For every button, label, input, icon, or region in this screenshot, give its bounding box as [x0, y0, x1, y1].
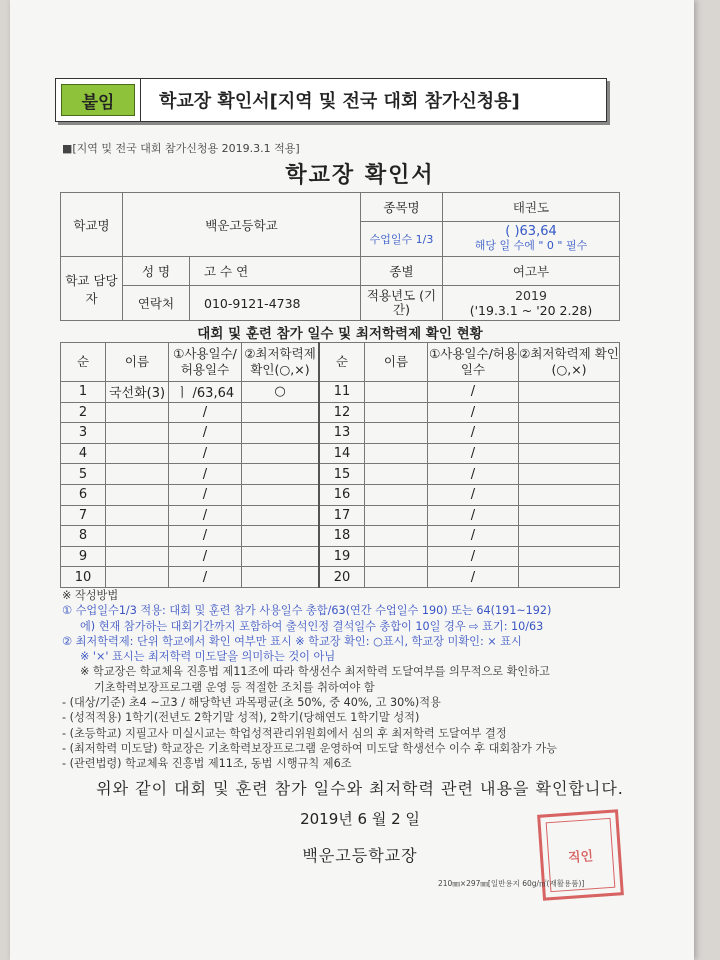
- school-label: 학교명: [61, 193, 123, 257]
- cell-l-check: [242, 484, 320, 505]
- cell-r-name: [365, 423, 428, 444]
- cell-r-check: [519, 464, 620, 485]
- document-title: 학교장 확인서: [285, 163, 435, 188]
- cell-r-days: /: [428, 423, 519, 444]
- cell-l-no: 7: [61, 505, 106, 526]
- contact-value: 010-9121-4738: [190, 286, 361, 321]
- cell-r-days: /: [428, 464, 519, 485]
- cell-l-no: 9: [61, 546, 106, 567]
- cell-l-name: [106, 526, 169, 547]
- cell-r-no: 20: [319, 567, 365, 588]
- table-row: [61, 546, 620, 567]
- cell-l-days: /: [169, 505, 242, 526]
- col-days: ①사용일수/허용일수: [169, 343, 242, 382]
- cell-r-name: [365, 505, 428, 526]
- cell-r-days: /: [428, 526, 519, 547]
- cell-l-name: [106, 464, 169, 485]
- cell-l-check: [242, 505, 320, 526]
- event-value: 태권도: [443, 193, 620, 222]
- cell-r-check: [519, 526, 620, 547]
- cell-r-name: [365, 484, 428, 505]
- event-label: 종목명: [361, 193, 443, 222]
- table-row: [61, 443, 620, 464]
- cell-l-days: /: [169, 526, 242, 547]
- cell-l-no: 6: [61, 484, 106, 505]
- days-label: 수업일수 1/3: [361, 222, 443, 257]
- contact-label: 연락처: [123, 286, 190, 321]
- cell-r-name: [365, 382, 428, 403]
- note-1a: ① 수업일수1/3 적용: 대회 및 훈련 참가 사용일수 총합/63(연간 수업일수 190) 또는 64(191~192): [62, 604, 552, 618]
- cell-l-no: 1: [61, 382, 106, 403]
- col-name-2: 이름: [365, 343, 428, 382]
- cell-l-days: /: [169, 443, 242, 464]
- category-label: 종별: [361, 257, 443, 286]
- cell-r-no: 15: [319, 464, 365, 485]
- section-title: 대회 및 훈련 참가 일수 및 최저학력제 확인 현황: [197, 326, 483, 342]
- cell-l-days: /: [169, 546, 242, 567]
- principal-name: 백운고등학교장: [302, 846, 418, 865]
- cell-r-days: /: [428, 443, 519, 464]
- note-7: - (초등학교) 지필고사 미실시교는 학업성적관리위원회에서 심의 후 최저학력 도달여부 결정: [62, 726, 507, 740]
- confirmation-text: 위와 같이 대회 및 훈련 참가 일수와 최저학력 관련 내용을 확인합니다.: [96, 779, 624, 798]
- note-4b: 기초학력보장프로그램 운영 등 적절한 조치를 취하여야 함: [94, 680, 375, 694]
- cell-r-check: [519, 443, 620, 464]
- cell-r-check: [519, 567, 620, 588]
- note-2: ② 최저학력제: 단위 학교에서 확인 여부만 표시 ※ 학교장 확인: ○표시, 학교장 미확인: × 표시: [62, 634, 522, 648]
- cell-r-days: /: [428, 505, 519, 526]
- applicability-note: ■[지역 및 전국 대회 참가신청용 2019.3.1 적용]: [62, 142, 300, 155]
- col-no-2: 순: [319, 343, 365, 382]
- cell-r-no: 19: [319, 546, 365, 567]
- cell-r-check: [519, 423, 620, 444]
- table-row: [61, 402, 620, 423]
- cell-l-days: ㅣ /63,64: [169, 382, 242, 403]
- year-label: 적용년도 (기간): [361, 286, 443, 321]
- paper-spec: 210㎜×297㎜[일반용지 60g/㎡(재활용품)]: [438, 879, 585, 888]
- table-row: [61, 382, 620, 403]
- note-6: - (성적적용) 1학기(전년도 2학기말 성적), 2학기(당해연도 1학기말 성적): [62, 711, 420, 725]
- cell-r-name: [365, 443, 428, 464]
- attachment-badge: 붙임: [61, 84, 135, 116]
- cell-r-name: [365, 546, 428, 567]
- table-row: [61, 567, 620, 588]
- col-check-2: ②최저학력제 확인(○,×): [519, 343, 620, 382]
- name-label: 성 명: [123, 257, 190, 286]
- cell-r-no: 11: [319, 382, 365, 403]
- manager-label: 학교 담당자: [61, 257, 123, 321]
- cell-l-no: 3: [61, 423, 106, 444]
- cell-l-no: 5: [61, 464, 106, 485]
- days-note: 해당 일 수에 " 0 " 필수: [474, 239, 588, 252]
- cell-l-no: 2: [61, 402, 106, 423]
- table-row: [61, 484, 620, 505]
- cell-l-days: /: [169, 464, 242, 485]
- cell-l-name: 국선화(3): [106, 382, 169, 403]
- cell-l-days: /: [169, 423, 242, 444]
- cell-r-days: /: [428, 382, 519, 403]
- table-row: [61, 505, 620, 526]
- cell-r-check: [519, 546, 620, 567]
- cell-l-name: [106, 443, 169, 464]
- year-period: ('19.3.1 ~ '20 2.28): [469, 303, 593, 318]
- cell-l-no: 10: [61, 567, 106, 588]
- cell-l-check: [242, 546, 320, 567]
- notes-heading: ※ 작성방법: [62, 589, 119, 602]
- note-1b: 에) 현재 참가하는 대회기간까지 포함하여 출석인정 결석일수 총합이 10일 경우 ⇨ 표기: 10/63: [80, 619, 544, 633]
- note-9: - (관련법령) 학교체육 진흥법 제11조, 동법 시행규칙 제6조: [62, 757, 352, 771]
- cell-l-name: [106, 505, 169, 526]
- cell-r-no: 18: [319, 526, 365, 547]
- cell-l-days: /: [169, 484, 242, 505]
- cell-r-check: [519, 505, 620, 526]
- table-row: [61, 423, 620, 444]
- category-value: 여고부: [443, 257, 620, 286]
- cell-r-name: [365, 464, 428, 485]
- confirmation-date: 2019년 6 월 2 일: [300, 810, 420, 828]
- days-value: ( )63,64: [505, 224, 557, 239]
- col-check: ②최저학력제 확인(○,×): [242, 343, 320, 382]
- note-3: ※ '×' 표시는 최저학력 미도달을 의미하는 것이 아님: [80, 650, 336, 664]
- note-4a: ※ 학교장은 학교체육 진흥법 제11조에 따라 학생선수 최저학력 도달여부를 의무적으로 확인하고: [80, 665, 550, 679]
- cell-l-days: /: [169, 567, 242, 588]
- cell-r-days: /: [428, 546, 519, 567]
- cell-l-check: ○: [242, 382, 320, 403]
- cell-l-no: 4: [61, 443, 106, 464]
- cell-l-days: /: [169, 402, 242, 423]
- table-row: [61, 464, 620, 485]
- table-row: [61, 526, 620, 547]
- col-no: 순: [61, 343, 106, 382]
- cell-r-name: [365, 526, 428, 547]
- cell-r-name: [365, 567, 428, 588]
- cell-r-check: [519, 484, 620, 505]
- cell-r-no: 12: [319, 402, 365, 423]
- cell-l-name: [106, 423, 169, 444]
- cell-l-no: 8: [61, 526, 106, 547]
- cell-r-no: 13: [319, 423, 365, 444]
- cell-r-days: /: [428, 484, 519, 505]
- cell-l-name: [106, 402, 169, 423]
- cell-l-check: [242, 443, 320, 464]
- cell-r-days: /: [428, 402, 519, 423]
- seal-text: 직인: [567, 848, 594, 866]
- cell-l-check: [242, 526, 320, 547]
- cell-l-name: [106, 484, 169, 505]
- school-value: 백운고등학교: [123, 193, 361, 257]
- cell-l-check: [242, 567, 320, 588]
- year-value: 2019: [515, 288, 547, 303]
- cell-l-name: [106, 546, 169, 567]
- header-title: 학교장 확인서[지역 및 전국 대회 참가신청용]: [140, 79, 606, 121]
- col-days-2: ①사용일수/허용일수: [428, 343, 519, 382]
- col-name: 이름: [106, 343, 169, 382]
- cell-l-check: [242, 423, 320, 444]
- cell-l-name: [106, 567, 169, 588]
- participation-table: [60, 342, 620, 588]
- cell-r-no: 14: [319, 443, 365, 464]
- school-info-table: [60, 192, 620, 321]
- cell-l-check: [242, 464, 320, 485]
- cell-r-check: [519, 402, 620, 423]
- cell-r-no: 16: [319, 484, 365, 505]
- document-header: [55, 78, 607, 122]
- name-value: 고 수 연: [190, 257, 361, 286]
- note-5: - (대상/기준) 초4 ~고3 / 해당학년 과목평균(초 50%, 중 40%, 고 30%)적용: [62, 696, 441, 710]
- cell-r-no: 17: [319, 505, 365, 526]
- instructions: [62, 588, 642, 772]
- cell-r-days: /: [428, 567, 519, 588]
- cell-l-check: [242, 402, 320, 423]
- cell-r-check: [519, 382, 620, 403]
- note-8: - (최저학력 미도달) 학교장은 기초학력보장프로그램 운영하여 미도달 학생선수 이수 후 대회참가 가능: [62, 741, 557, 755]
- cell-r-name: [365, 402, 428, 423]
